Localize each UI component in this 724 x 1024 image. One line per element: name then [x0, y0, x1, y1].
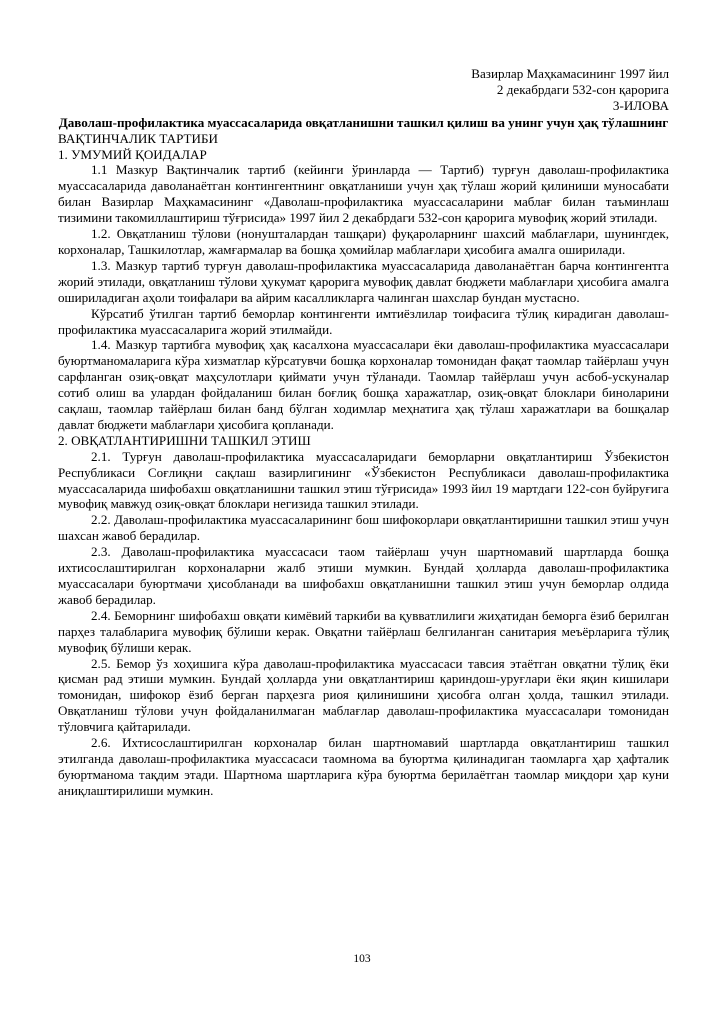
header-line-3: 3-ИЛОВА — [612, 97, 669, 113]
paragraph-2-2: 2.2. Даволаш-профилактика муассасаларининг бош шифокорлари овқатлантиришни ташкил этиш учун шахсан жавоб берадилар. — [58, 512, 669, 544]
paragraph-2-4: 2.4. Беморнинг шифобахш овқати кимёвий таркиби ва қувватлилиги жиҳатидан беморга ёзиб берилган парҳез талабларига мувофиқ бўлиши керак. Овқатни тайёрлаш белгиланган санитария меъёрларига тўлиқ мувофиқ бўлиши керак. — [58, 607, 669, 655]
document-page — [58, 66, 669, 799]
document-subtitle: ВАҚТИНЧАЛИК ТАРТИБИ — [58, 130, 218, 146]
section-2-heading: 2. ОВҚАТЛАНТИРИШНИ ТАШКИЛ ЭТИШ — [58, 432, 311, 448]
section-1-heading: 1. УМУМИЙ ҚОИДАЛАР — [58, 146, 207, 162]
paragraph-1-1: 1.1 Мазкур Вақтинчалик тартиб (кейинги ўринларда — Тартиб) турғун даволаш-профилактика муассасаларида даволанаётган контингентнинг овқатланиши учун ҳақ тўлаш жорий қилиниши муносабати билан Вазирлар Маҳкамасининг «Даволаш-профилактика муассасаларини маблағ билан таъминлаш тизимини такомиллаштириш тўғрисида» 1997 йил 2 декабрдаги 532-сон қарорига мувофиқ жорий этилади. — [58, 162, 669, 226]
paragraph-1-4: 1.4. Мазкур тартибга мувофиқ ҳақ касалхона муассасалари ёки даволаш-профилактика муассасалари буюртманомаларига кўра хизматлар кўрсатувчи бошқа корхоналар томонидан фақат таомлар тайёрлаш учун сарфланган озиқ-овқат маҳсулотлари қиймати учун тўланади. Таомлар тайёрлаш учун асбоб-ускуналар сотиб олиш ва улардан фойдаланиш билан боғлиқ бошқа харажатлар, озиқ-овқат блоклари биноларини сақлаш, таомлар тайёрлаш билан банд бўлган ходимлар меҳнатига ҳақ тўлаш харажатлари ва бошқалар давлат бюджети маблағлари ҳисобига қопланади. — [58, 337, 669, 432]
paragraph-1-3-note: Кўрсатиб ўтилган тартиб беморлар контингенти имтиёзлилар тоифасига тўлиқ кирадиган даволаш-профилактика муассасаларига жорий этилмайди. — [58, 305, 669, 337]
paragraph-1-2: 1.2. Овқатланиш тўлови (нонушталардан ташқари) фуқароларнинг шахсий маблағлари, шунингдек, корхоналар, Ташкилотлар, жамғармалар ва бошқа ҳомийлар маблағлари ҳисобига амалга оширилади. — [58, 226, 669, 257]
document-title: Даволаш-профилактика муассасаларида овқатланишни ташкил қилиш ва унинг учун ҳақ тўлашнинг — [58, 114, 669, 130]
paragraph-2-6: 2.6. Ихтисослаштирилган корхоналар билан шартномавий шартларда овқатлантириш ташкил этилганда даволаш-профилактика муассасаси таомнома ва буюртма қилинадиган таомларга ҳар ҳафталик буюртманома тақдим этади. Шартнома шартларига кўра буюртма берилаётган таомлар миқдори ҳар куни аниқлаштирилиши мумкин. — [58, 735, 669, 798]
paragraph-1-3: 1.3. Мазкур тартиб турғун даволаш-профилактика муассасаларида даволанаётган барча контингентга жорий этилади, овқатланиш тўлови ҳукумат қарорига мувофиқ давлат бюджети маблағлари ҳисобига амалга ошириладиган аҳоли тоифалари ва айрим касалликларга чалинган шахслар бундан мустасно. — [58, 257, 669, 305]
header-line-2: 2 декабрдаги 532-сон қарорига — [496, 81, 669, 97]
paragraph-2-1: 2.1. Турғун даволаш-профилактика муассасаларидаги беморларни овқатлантириш Ўзбекистон Республикаси Соғлиқни сақлаш вазирлигининг «Ўзбекистон Республикаси даволаш-профилактика муассасаларида шифобахш овқатланишни ташкил этиш тўғрисида» 1993 йил 19 мартдаги 122-сон буйруғига мувофиқ мавжуд озиқ-овқат блоклари негизида ташкил этилади. — [58, 448, 669, 512]
paragraph-2-3: 2.3. Даволаш-профилактика муассасаси таом тайёрлаш учун шартномавий шартларда бошқа ихтисослаштирилган корхоналарни жалб этиши мумкин. Бундай ҳолларда даволаш-профилактика муассасалари буюртмачи ҳисобланади ва шифобахш овқатланишни ташкил этиш учун беморлар олдида жавоб берадилар. — [58, 544, 669, 607]
header-line-1: Вазирлар Маҳкамасининг 1997 йил — [471, 66, 669, 81]
paragraph-2-5: 2.5. Бемор ўз хоҳишига кўра даволаш-профилактика муассасаси тавсия этаётган овқатни тўлиқ ёки қисман рад этиши мумкин. Бундай ҳолларда уни овқатлантириш қариндош-уруғлари ёки яқин кишилари томонидан, шифокор ёзиб берган парҳезга риоя қилинишини ҳисобга олган ҳолда, ташкил этилади. Овқатланиш тўлови учун фойдаланилмаган маблағлар даволаш-профилактика муассасалари томонидан тўловчига қайтарилади. — [58, 655, 669, 735]
page-number: 103 — [353, 953, 371, 965]
